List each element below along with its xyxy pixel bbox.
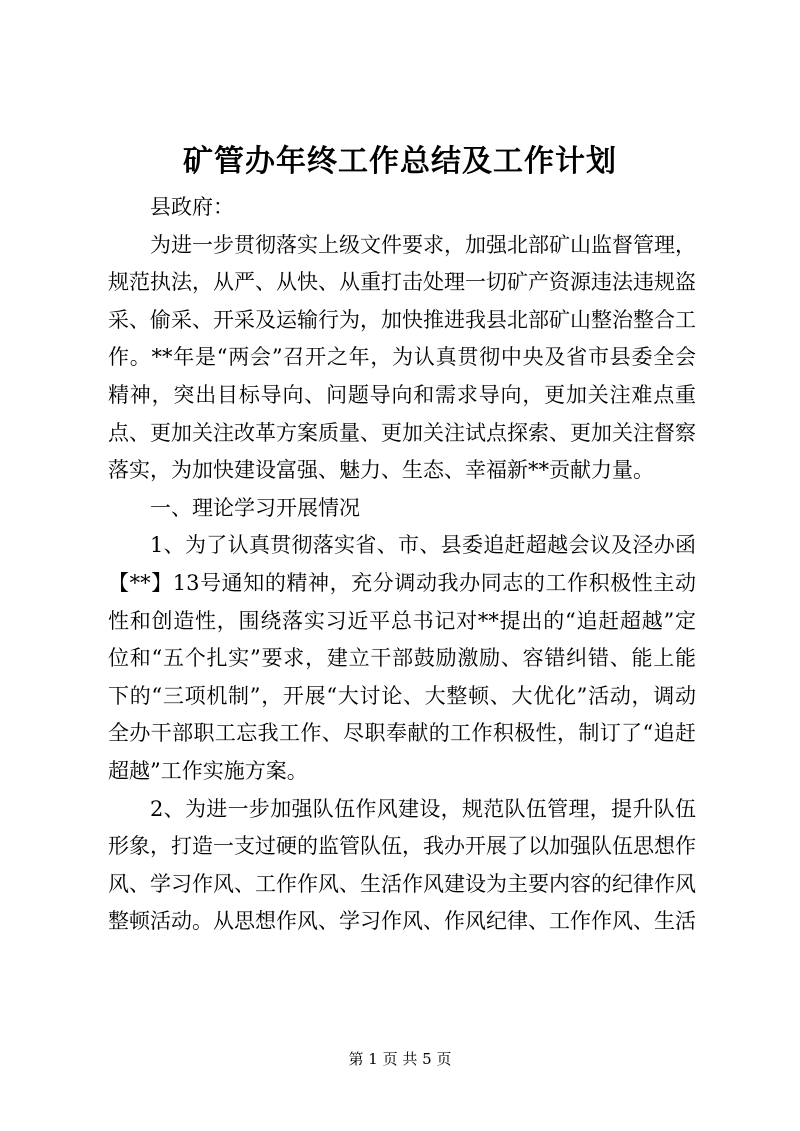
salutation: 县政府： xyxy=(150,195,234,219)
document-title: 矿管办年终工作总结及工作计划 xyxy=(183,144,617,179)
page-number-footer: 第 1 页 共 5 页 xyxy=(348,1050,452,1068)
paragraph-item-1: 1、为了认真贯彻落实省、市、县委追赶超越会议及泾办函【**】13号通知的精神，充分调动我办同志的工作积极性主动性和创造性，围绕落实习近平总书记对**提出的“追赶超越”定位和“五个扎实”要求，建立干部鼓励激励、容错纠错、能上能下的“三项机制”，开展“大讨论、大整顿、大优化”活动，调动全办干部职工忘我工作、尽职奉献的工作积极性，制订了“追赶超越”工作实施方案。 xyxy=(108,533,696,783)
paragraph-intro: 为进一步贯彻落实上级文件要求，加强北部矿山监督管理，规范执法，从严、从快、从重打击处理一切矿产资源违法违规盗采、偷采、开采及运输行为，加快推进我县北部矿山整治整合工作。**年是“两会”召开之年，为认真贯彻中央及省市县委全会精神，突出目标导向、问题导向和需求导向，更加关注难点重点、更加关注改革方案质量、更加关注试点探索、更加关注督察落实，为加快建设富强、魅力、生态、幸福新**贡献力量。 xyxy=(108,232,696,483)
section-heading-theory-study: 一、理论学习开展情况 xyxy=(150,495,360,520)
document-body xyxy=(108,189,696,941)
paragraph-item-2: 2、为进一步加强队伍作风建设，规范队伍管理，提升队伍形象，打造一支过硬的监管队伍，我办开展了以加强队伍思想作风、学习作风、工作作风、生活作风建设为主要内容的纪律作风整顿活动。从思想作风、学习作风、作风纪律、工作作风、生活 xyxy=(108,796,696,934)
